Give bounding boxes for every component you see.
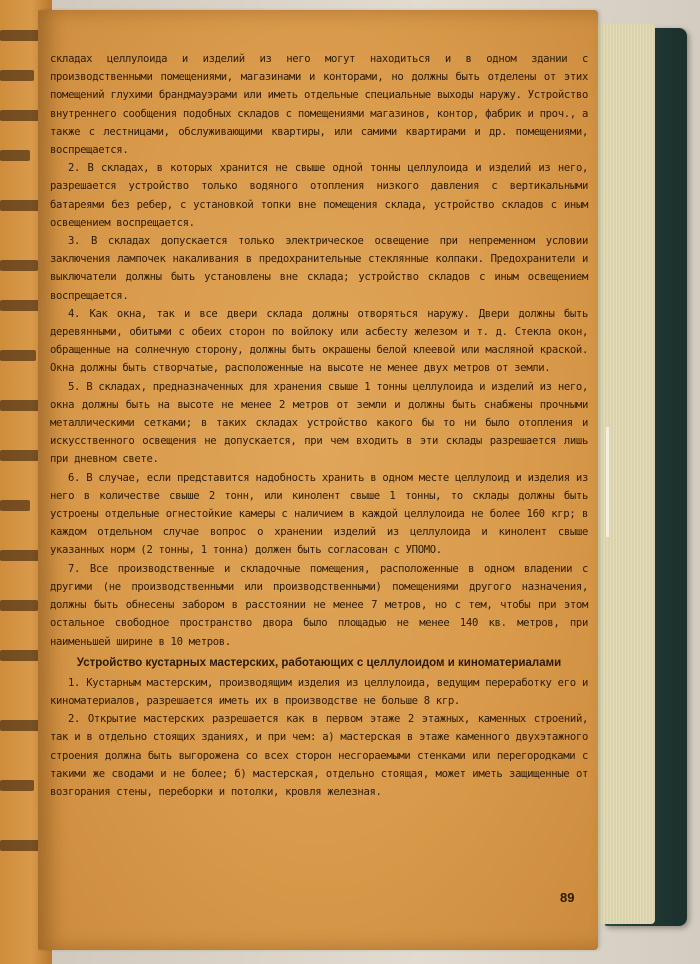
paragraph-3: 3. В складах допускается только электрическое освещение при непременном условии заключения лампочек накаливания в предохранительные стеклянные колпаки. Предохранители и выключатели должны быть установлены вне склада; устройство складов с иным освещением воспрещается. <box>50 235 588 302</box>
section-heading: Устройство кустарных мастерских, работающих с целлулоидом и киноматериалами <box>76 656 562 669</box>
paragraph-6: 6. В случае, если представится надобность хранить в одном месте целлулоид и изделия из него в количестве свыше 2 тонн, или кинолент свыше 1 тонны, то склады должны быть устроены отдельные огнестойкие камеры с наличием в каждой целлулоида не более 160 кгр; в каждом отдельном случае вопрос о хранении изделий из целлулоида и кинолент свыше указанных норм (2 тонны, 1 тонна) должен быть согласован с УПОМО. <box>50 471 588 557</box>
paragraph-7: 7. Все производственные и складочные помещения, расположенные в одном владении с другими (не производственными или производственными) помещениями другого назначения, должны быть обнесены забором в расстоянии не менее 7 метров, но с тем, чтобы при этом остальное свободное пространство двора было площадью не менее 140 кв. метров, при наименьшей ширине в 10 метров. <box>50 562 588 648</box>
page-text <box>50 50 588 801</box>
paragraph-workshops-2: 2. Открытие мастерских разрешается как в первом этаже 2 этажных, каменных строений, так и в отдельно стоящих зданиях, и при чем: а) мастерская в этаже каменного двухэтажного строения должна быть выгорожена со всех сторон несгораемыми стенками или перегородками с такими же сводами и не более; б) мастерская, отдельно стоящая, может иметь защищенные от возгорания стены, переборки и потолки, кровля железная. <box>50 713 588 798</box>
bookmark-strip <box>606 427 609 537</box>
paragraph-workshops-1: 1. Кустарным мастерским, производящим изделия из целлулоида, ведущим переработку его и киноматериалов, разрешается иметь их в производстве не больше 8 кгр. <box>50 676 588 707</box>
paragraph-5: 5. В складах, предназначенных для хранения свыше 1 тонны целлулоида и изделий из него, окна должны быть на высоте не менее 2 метров от земли и должны быть снабжены прочными металлическими сетками; в таких складах устройство какого бы то ни было отопления и искусственного освещения не допускается, при чем входить в эти склады разрешается лишь при дневном свете. <box>50 380 588 466</box>
paragraph-intro: складах целлулоида и изделий из него могут находиться и в одном здании с производственными помещениями, магазинами и конторами, но должны быть отделены от этих помещений глухими брандмауэрами или иметь отдельные специальные выходы наружу. Устройство внутреннего сообщения подобных складов с помещениями магазинов, контор, фабрик и проч., а также с лестницами, обслуживающими квартиры, или самими квартирами и др. помещениями, воспрещается. <box>50 53 588 157</box>
paragraph-4: 4. Как окна, так и все двери склада должны отворяться наружу. Двери должны быть деревянными, обитыми с обеих сторон по войлоку или асбесту железом и т. д. Стекла окон, обращенные на солнечную сторону, должны быть окрашены белой клеевой или масляной краской. Окна должны быть створчатые, расположенные на высоте не менее двух метров от земли. <box>50 307 588 375</box>
page-number: 89 <box>560 890 575 905</box>
document-page <box>38 10 598 950</box>
paragraph-2: 2. В складах, в которых хранится не свыше одной тонны целлулоида и изделий из него, разрешается устройство только водяного отопления низкого давления с вертикальными батареями без ребер, с установкой топки вне помещения склада, устройство складов с иным освещением воспрещается. <box>50 162 588 229</box>
